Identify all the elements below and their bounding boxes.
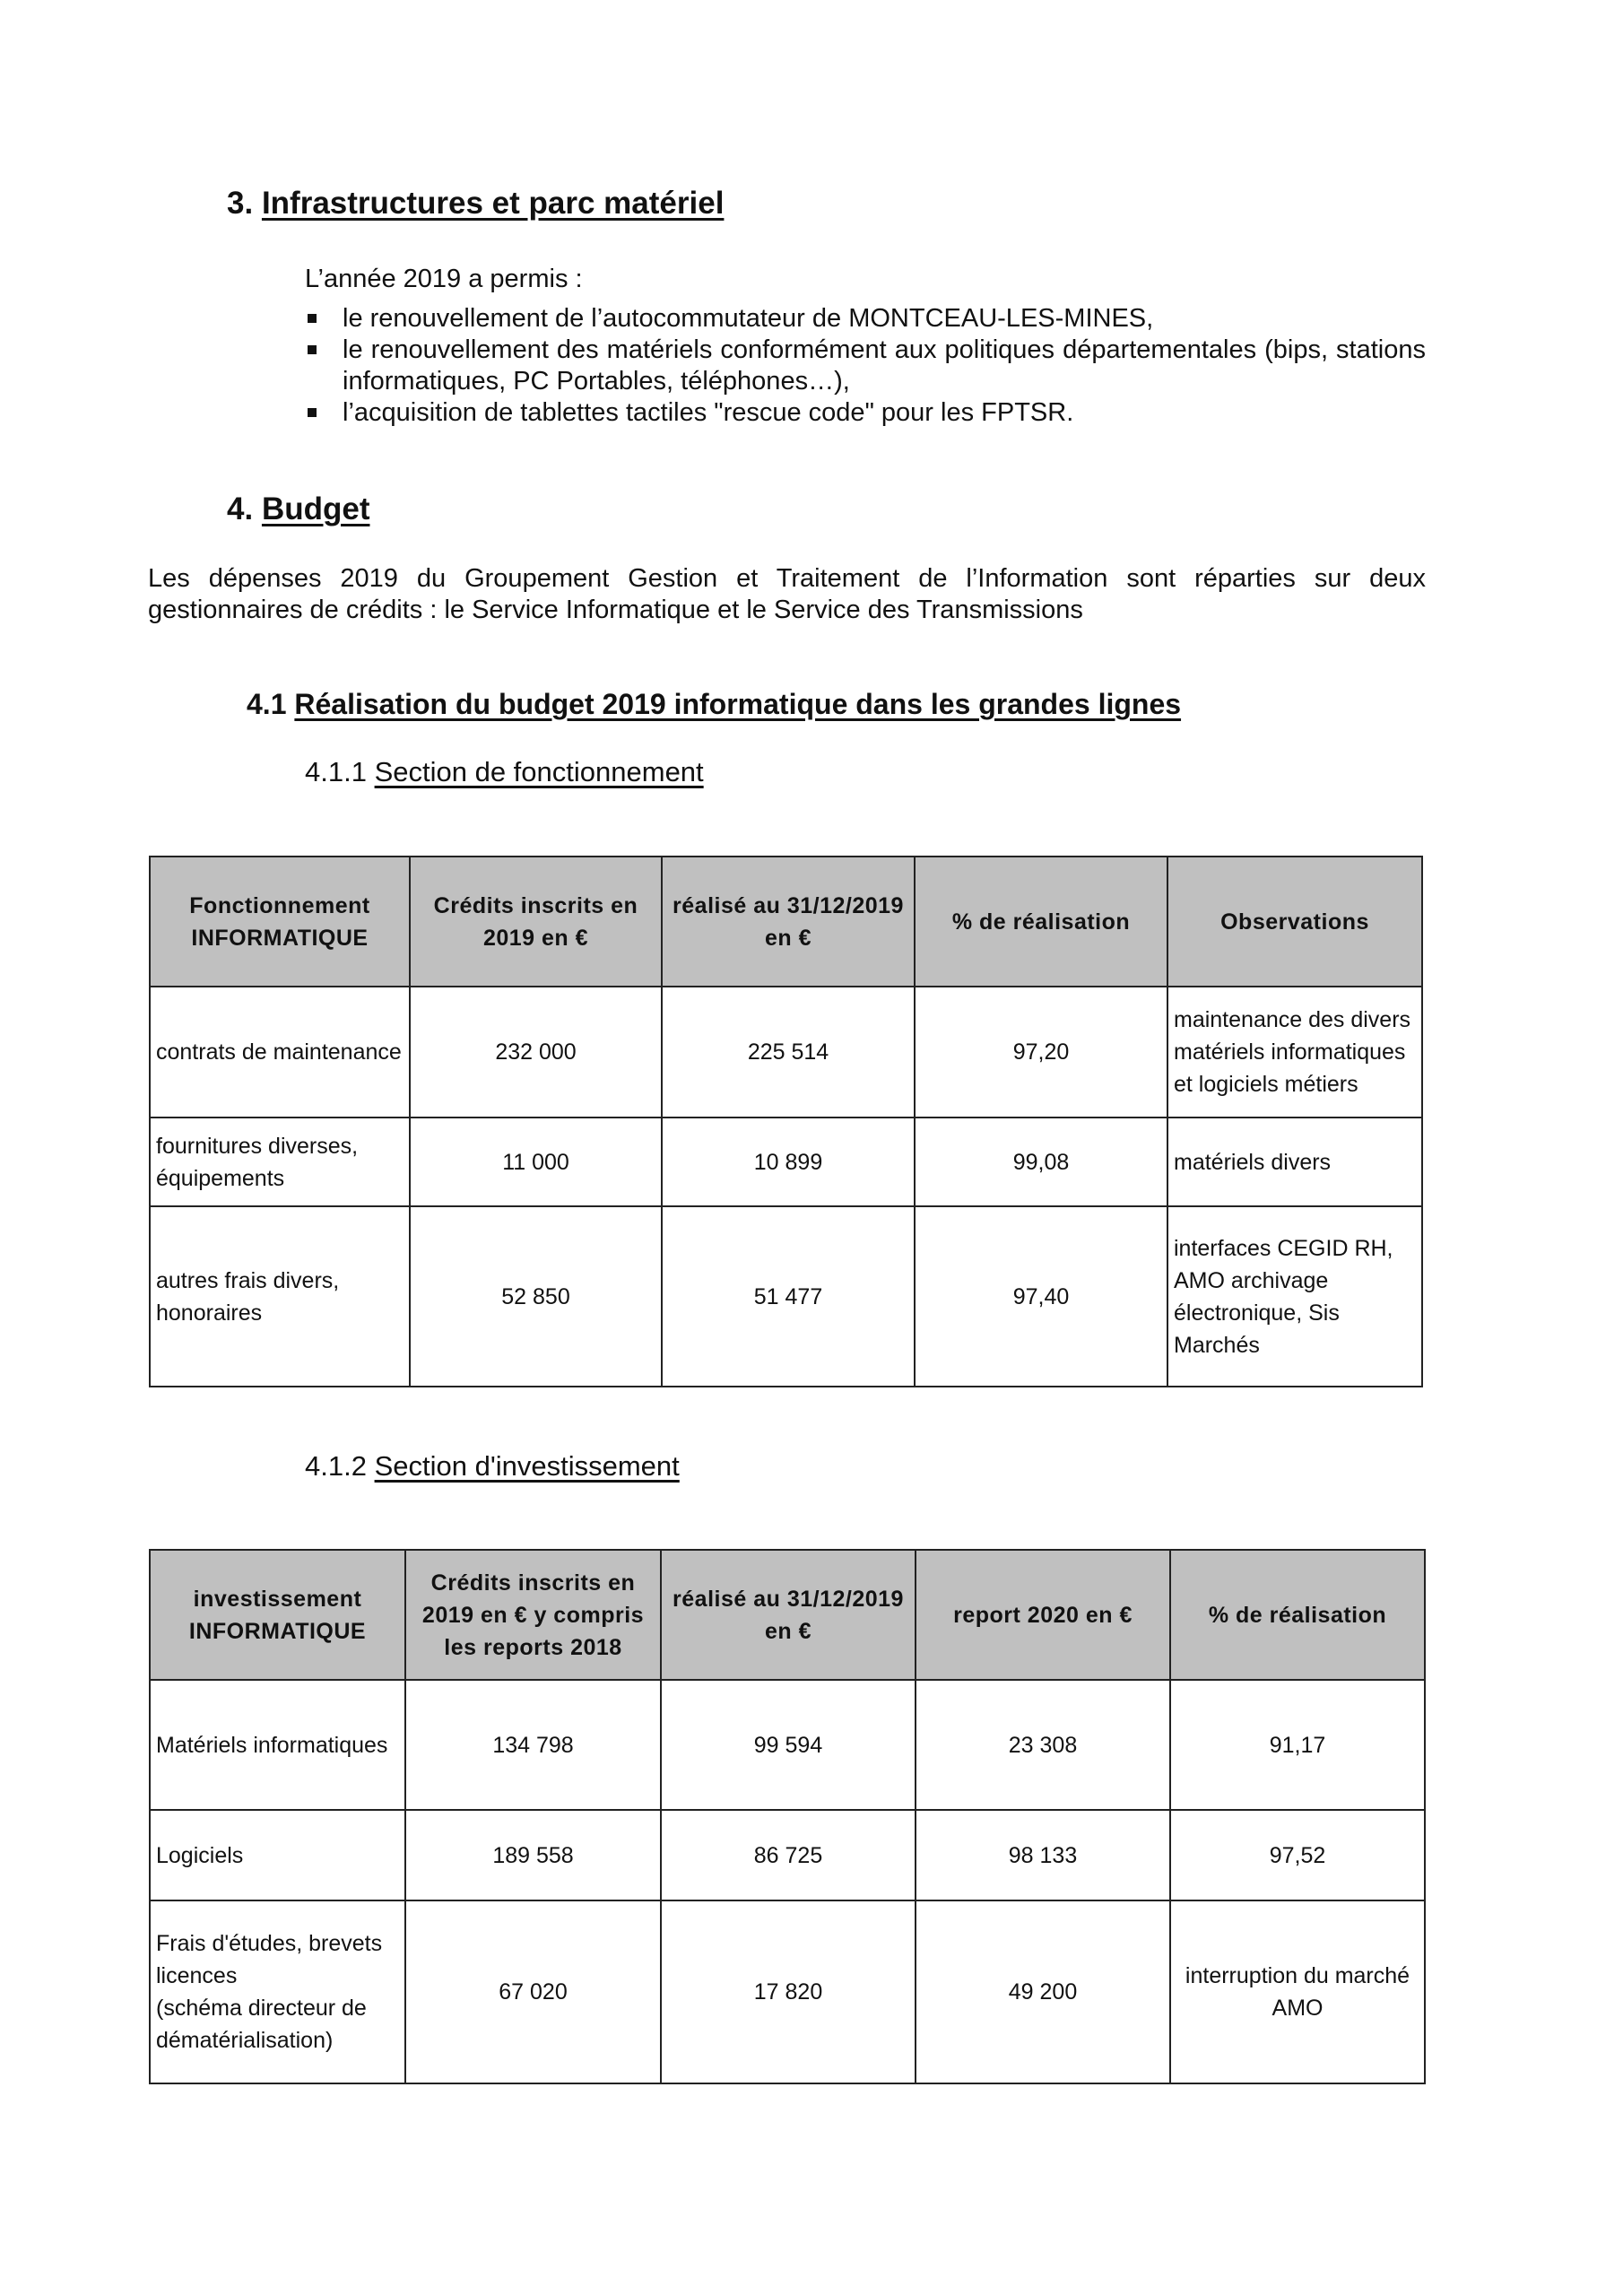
credits-cell: 189 558 bbox=[405, 1810, 661, 1900]
section-3-intro: L’année 2019 a permis : bbox=[305, 265, 583, 293]
section-number: 4.1.2 bbox=[305, 1450, 367, 1482]
column-header: investissement INFORMATIQUE bbox=[150, 1550, 405, 1680]
row-label: Frais d'études, brevets licences (schéma directeur de dématérialisation) bbox=[150, 1900, 405, 2083]
table-header-row bbox=[150, 1550, 1425, 1680]
section-4-1-heading bbox=[247, 688, 1181, 721]
bullet-item: le renouvellement des matériels conformément aux politiques départementales (bips, stations informatiques, PC Portables, téléphones…), bbox=[305, 335, 1426, 397]
fonctionnement-table bbox=[149, 856, 1423, 1387]
column-header: réalisé au 31/12/2019 en € bbox=[662, 857, 915, 987]
row-label: fournitures diverses, équipements bbox=[150, 1118, 410, 1206]
realise-cell: 17 820 bbox=[661, 1900, 916, 2083]
section-4-1-2-heading bbox=[305, 1450, 680, 1483]
realise-cell: 86 725 bbox=[661, 1810, 916, 1900]
report-cell: 49 200 bbox=[916, 1900, 1170, 2083]
section-4-1-1-heading bbox=[305, 756, 704, 788]
section-4-heading bbox=[227, 491, 369, 527]
section-title: Section de fonctionnement bbox=[374, 756, 704, 787]
column-header: Crédits inscrits en 2019 en € bbox=[410, 857, 662, 987]
realise-cell: 99 594 bbox=[661, 1680, 916, 1810]
pct-cell: 97,20 bbox=[915, 987, 1167, 1118]
credits-cell: 134 798 bbox=[405, 1680, 661, 1810]
table-row bbox=[150, 1118, 1422, 1206]
section-number: 4.1 bbox=[247, 688, 287, 720]
column-header: réalisé au 31/12/2019 en € bbox=[661, 1550, 916, 1680]
realise-cell: 10 899 bbox=[662, 1118, 915, 1206]
table-row bbox=[150, 1900, 1425, 2083]
table-row bbox=[150, 987, 1422, 1118]
observations-cell: matériels divers bbox=[1167, 1118, 1422, 1206]
realise-cell: 225 514 bbox=[662, 987, 915, 1118]
table-header-row bbox=[150, 857, 1422, 987]
bullet-item: le renouvellement de l’autocommutateur de MONTCEAU-LES-MINES, bbox=[305, 303, 1426, 335]
section-number: 4. bbox=[227, 491, 254, 526]
credits-cell: 67 020 bbox=[405, 1900, 661, 2083]
section-title: Réalisation du budget 2019 informatique dans les grandes lignes bbox=[294, 688, 1182, 720]
observations-cell: maintenance des divers matériels informatiques et logiciels métiers bbox=[1167, 987, 1422, 1118]
section-number: 4.1.1 bbox=[305, 756, 367, 787]
pct-cell: interruption du marché AMO bbox=[1170, 1900, 1425, 2083]
row-label: contrats de maintenance bbox=[150, 987, 410, 1118]
column-header: Fonctionnement INFORMATIQUE bbox=[150, 857, 410, 987]
report-cell: 23 308 bbox=[916, 1680, 1170, 1810]
pct-cell: 97,40 bbox=[915, 1206, 1167, 1387]
report-cell: 98 133 bbox=[916, 1810, 1170, 1900]
investissement-table bbox=[149, 1549, 1426, 2084]
pct-cell: 99,08 bbox=[915, 1118, 1167, 1206]
section-4-body: Les dépenses 2019 du Groupement Gestion et Traitement de l’Information sont réparties sur deux gestionnaires de crédits : le Service Informatique et le Service des Transmissions bbox=[148, 564, 1426, 624]
section-title: Infrastructures et parc matériel bbox=[261, 186, 725, 221]
table-row bbox=[150, 1680, 1425, 1810]
section-3-heading bbox=[227, 186, 724, 222]
observations-cell: interfaces CEGID RH, AMO archivage électronique, Sis Marchés bbox=[1167, 1206, 1422, 1387]
column-header: Observations bbox=[1167, 857, 1422, 987]
row-label: autres frais divers, honoraires bbox=[150, 1206, 410, 1387]
section-title: Section d'investissement bbox=[374, 1450, 680, 1482]
table-row bbox=[150, 1810, 1425, 1900]
column-header: % de réalisation bbox=[1170, 1550, 1425, 1680]
section-3-bullet-list bbox=[305, 303, 1426, 429]
section-number: 3. bbox=[227, 186, 254, 221]
table-row bbox=[150, 1206, 1422, 1387]
section-title: Budget bbox=[261, 491, 370, 526]
column-header: % de réalisation bbox=[915, 857, 1167, 987]
realise-cell: 51 477 bbox=[662, 1206, 915, 1387]
row-label: Logiciels bbox=[150, 1810, 405, 1900]
credits-cell: 232 000 bbox=[410, 987, 662, 1118]
credits-cell: 52 850 bbox=[410, 1206, 662, 1387]
column-header: report 2020 en € bbox=[916, 1550, 1170, 1680]
column-header: Crédits inscrits en 2019 en € y compris les reports 2018 bbox=[405, 1550, 661, 1680]
credits-cell: 11 000 bbox=[410, 1118, 662, 1206]
row-label: Matériels informatiques bbox=[150, 1680, 405, 1810]
pct-cell: 97,52 bbox=[1170, 1810, 1425, 1900]
pct-cell: 91,17 bbox=[1170, 1680, 1425, 1810]
bullet-item: l’acquisition de tablettes tactiles "rescue code" pour les FPTSR. bbox=[305, 397, 1426, 429]
